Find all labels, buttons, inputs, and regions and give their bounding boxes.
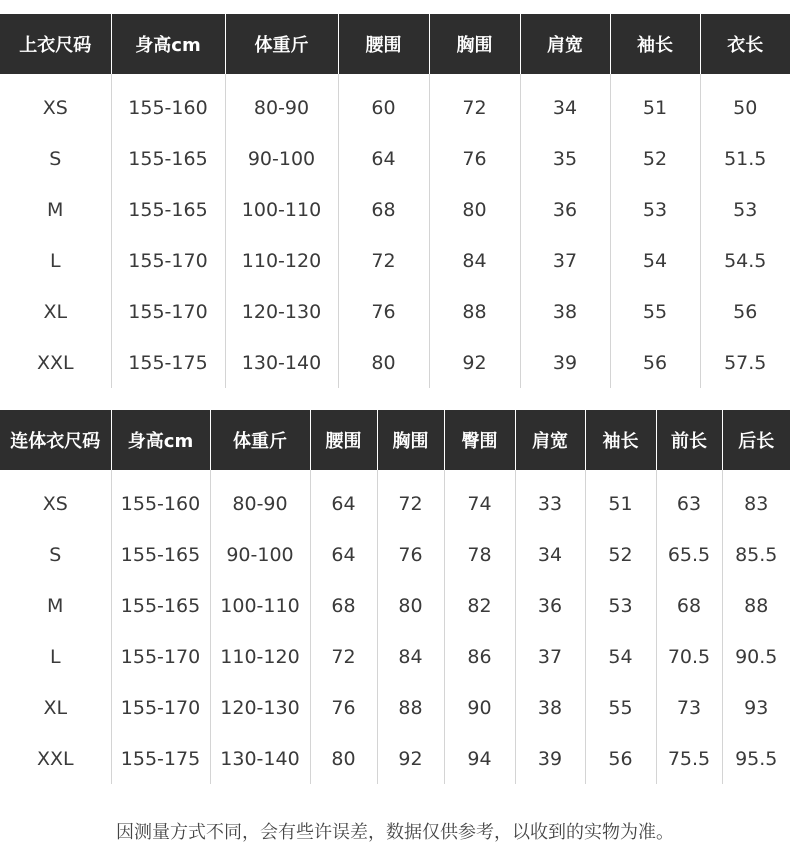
- measurement-cell: 88: [377, 682, 444, 733]
- measurement-cell: 38: [520, 286, 610, 337]
- measurement-cell: 72: [338, 235, 429, 286]
- column-header: 后长: [722, 410, 790, 470]
- table-header-row: [0, 14, 790, 74]
- column-header: 上衣尺码: [0, 14, 111, 74]
- column-header: 肩宽: [520, 14, 610, 74]
- measurement-cell: 82: [444, 580, 515, 631]
- size-label-cell: XS: [0, 74, 111, 133]
- column-header: 体重斤: [225, 14, 338, 74]
- table-row: [0, 337, 790, 388]
- measurement-cell: 80-90: [210, 470, 310, 529]
- measurement-cell: 155-160: [111, 470, 210, 529]
- measurement-cell: 35: [520, 133, 610, 184]
- measurement-cell: 100-110: [225, 184, 338, 235]
- table-row: [0, 470, 790, 529]
- measurement-cell: 155-165: [111, 580, 210, 631]
- measurement-cell: 83: [744, 492, 769, 515]
- top-size-table: [0, 14, 790, 388]
- column-header: 衣长: [700, 14, 790, 74]
- measurement-cell: 64: [310, 470, 377, 529]
- measurement-cell: 155-165: [111, 529, 210, 580]
- measurement-cell: 90: [444, 682, 515, 733]
- measurement-cell: 36: [515, 580, 585, 631]
- measurement-cell: 54: [585, 631, 656, 682]
- measurement-cell: 95.5: [735, 747, 778, 770]
- table-row: [0, 733, 790, 784]
- size-label-cell: M: [0, 184, 111, 235]
- measurement-cell: 155-170: [111, 682, 210, 733]
- measurement-cell: 54: [610, 235, 700, 286]
- table-row: [0, 184, 790, 235]
- measurement-cell: 90-100: [225, 133, 338, 184]
- measurement-cell: 90-100: [210, 529, 310, 580]
- measurement-cell: 65.5: [656, 529, 722, 580]
- measurement-cell: 52: [610, 133, 700, 184]
- measurement-cell: 130-140: [210, 733, 310, 784]
- measurement-cell: 76: [429, 133, 520, 184]
- measurement-cell: 155-170: [111, 235, 225, 286]
- measurement-cell: 39: [520, 337, 610, 388]
- size-label-cell: XL: [0, 682, 111, 733]
- measurement-cell: 72: [377, 470, 444, 529]
- measurement-cell: 74: [444, 470, 515, 529]
- measurement-cell: 76: [310, 682, 377, 733]
- measurement-cell: 88: [429, 286, 520, 337]
- measurement-cell: 80: [429, 184, 520, 235]
- column-header: 臀围: [444, 410, 515, 470]
- measurement-cell: 56: [733, 300, 758, 323]
- measurement-cell: 55: [610, 286, 700, 337]
- table-row: [0, 133, 790, 184]
- column-header: 前长: [656, 410, 722, 470]
- measurement-cell: 93: [744, 696, 769, 719]
- measurement-cell: 86: [444, 631, 515, 682]
- measurement-cell: 57.5: [724, 351, 767, 374]
- measurement-cell: 52: [585, 529, 656, 580]
- measurement-cell: 80-90: [225, 74, 338, 133]
- measurement-cell: 51: [610, 74, 700, 133]
- measurement-cell: 76: [338, 286, 429, 337]
- measurement-cell: 53: [733, 198, 758, 221]
- measurement-cell: 60: [338, 74, 429, 133]
- measurement-cell: 85.5: [735, 543, 778, 566]
- table-row: [0, 682, 790, 733]
- measurement-cell: 78: [444, 529, 515, 580]
- measurement-cell: 80: [377, 580, 444, 631]
- measurement-cell: 155-175: [111, 733, 210, 784]
- measurement-cell: 37: [520, 235, 610, 286]
- measurement-cell: 39: [515, 733, 585, 784]
- size-label-cell: S: [0, 133, 111, 184]
- measurement-cell: 51: [585, 470, 656, 529]
- column-header: 胸围: [377, 410, 444, 470]
- measurement-cell: 92: [377, 733, 444, 784]
- measurement-cell: 130-140: [225, 337, 338, 388]
- measurement-cell: 155-170: [111, 286, 225, 337]
- table-row: [0, 235, 790, 286]
- measurement-cell: 37: [515, 631, 585, 682]
- size-label-cell: L: [0, 235, 111, 286]
- measurement-cell: 155-165: [111, 133, 225, 184]
- table-row: [0, 529, 790, 580]
- column-header: 腰围: [310, 410, 377, 470]
- column-header: 肩宽: [515, 410, 585, 470]
- measurement-cell: 155-170: [111, 631, 210, 682]
- table-row: [0, 580, 790, 631]
- column-header: 袖长: [610, 14, 700, 74]
- measurement-cell: 51.5: [724, 147, 767, 170]
- column-header: 袖长: [585, 410, 656, 470]
- measurement-cell: 68: [338, 184, 429, 235]
- column-header: 胸围: [429, 14, 520, 74]
- measurement-cell: 155-165: [111, 184, 225, 235]
- measurement-cell: 155-160: [111, 74, 225, 133]
- size-label-cell: XS: [0, 470, 111, 529]
- measurement-cell: 72: [429, 74, 520, 133]
- measurement-cell: 120-130: [225, 286, 338, 337]
- measurement-cell: 56: [585, 733, 656, 784]
- measurement-cell: 53: [585, 580, 656, 631]
- measurement-cell: 100-110: [210, 580, 310, 631]
- measurement-cell: 92: [429, 337, 520, 388]
- jumpsuit-size-table: [0, 410, 790, 784]
- measurement-cell: 84: [377, 631, 444, 682]
- size-label-cell: XXL: [0, 337, 111, 388]
- measurement-cell: 90.5: [735, 645, 778, 668]
- size-label-cell: M: [0, 580, 111, 631]
- measurement-cell: 73: [656, 682, 722, 733]
- measurement-cell: 55: [585, 682, 656, 733]
- measurement-cell: 36: [520, 184, 610, 235]
- measurement-cell: 84: [429, 235, 520, 286]
- measurement-cell: 63: [656, 470, 722, 529]
- size-label-cell: S: [0, 529, 111, 580]
- table-row: [0, 74, 790, 133]
- measurement-cell: 34: [515, 529, 585, 580]
- measurement-cell: 155-175: [111, 337, 225, 388]
- column-header: 腰围: [338, 14, 429, 74]
- column-header: 身高cm: [111, 410, 210, 470]
- column-header: 身高cm: [111, 14, 225, 74]
- measurement-cell: 68: [656, 580, 722, 631]
- measurement-cell: 75.5: [656, 733, 722, 784]
- measurement-cell: 64: [338, 133, 429, 184]
- measurement-cell: 120-130: [210, 682, 310, 733]
- measurement-cell: 80: [338, 337, 429, 388]
- measurement-cell: 33: [515, 470, 585, 529]
- measurement-cell: 38: [515, 682, 585, 733]
- measurement-cell: 64: [310, 529, 377, 580]
- measurement-cell: 94: [444, 733, 515, 784]
- measurement-cell: 80: [310, 733, 377, 784]
- measurement-cell: 34: [520, 74, 610, 133]
- measurement-cell: 72: [310, 631, 377, 682]
- measurement-cell: 54.5: [724, 249, 767, 272]
- column-header: 连体衣尺码: [0, 410, 111, 470]
- measurement-cell: 110-120: [225, 235, 338, 286]
- size-label-cell: XXL: [0, 733, 111, 784]
- measurement-cell: 68: [310, 580, 377, 631]
- size-label-cell: L: [0, 631, 111, 682]
- measurement-cell: 110-120: [210, 631, 310, 682]
- measurement-disclaimer: 因测量方式不同，会有些许误差，数据仅供参考，以收到的实物为准。: [116, 822, 674, 843]
- size-label-cell: XL: [0, 286, 111, 337]
- table-row: [0, 286, 790, 337]
- measurement-cell: 56: [610, 337, 700, 388]
- measurement-cell: 53: [610, 184, 700, 235]
- column-header: 体重斤: [210, 410, 310, 470]
- measurement-cell: 88: [744, 594, 769, 617]
- measurement-cell: 70.5: [656, 631, 722, 682]
- table-header-row: [0, 410, 790, 470]
- measurement-cell: 76: [377, 529, 444, 580]
- table-row: [0, 631, 790, 682]
- measurement-cell: 50: [733, 96, 758, 119]
